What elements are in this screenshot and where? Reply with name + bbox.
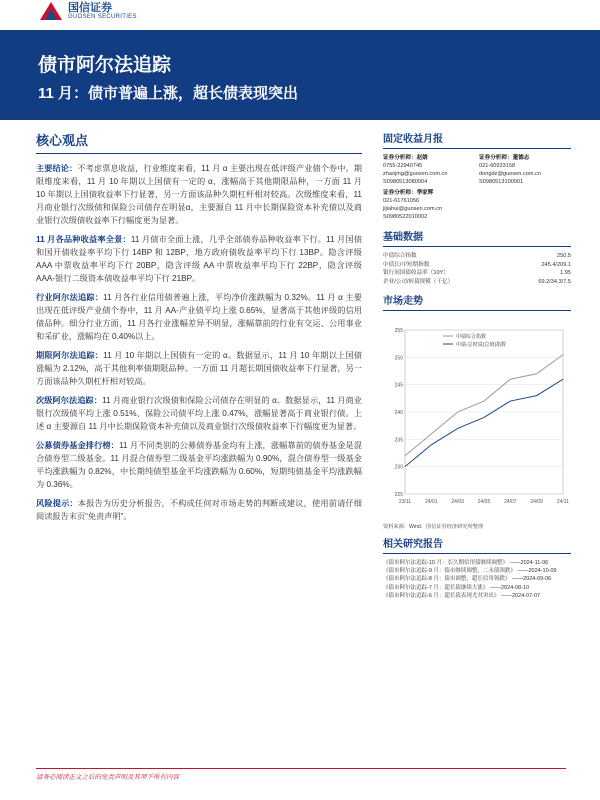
basic-data-label: 中债综合指数 <box>383 253 417 259</box>
paragraph-lead: 公募债券基金排行榜： <box>36 441 119 450</box>
paragraph-text: 11 月债市全面上涨，几乎全部债券品种收益率下行。11 月国债和国开债收益率平均下行 14BP 和 12BP，地方政府债收益率平均下行 13BP。隐含评级 AAA 中票收益率平均下行 20BP，隐含评级 AA 中票收益率平均下行 22BP，隐含评级 AAA-银行二级资本债收益率平均下行 21BP。 <box>36 235 362 283</box>
basic-data-value: 250.5 <box>557 253 571 259</box>
chart-svg <box>383 316 571 516</box>
paragraph-yield-overview <box>36 233 362 285</box>
analyst-phone: 0755-22940745 <box>383 163 423 169</box>
analyst-card <box>383 189 477 221</box>
market-trend-chart <box>383 316 571 521</box>
analyst-name: 董德志 <box>512 155 530 161</box>
basic-data-label: 中债长/中短期指数 <box>383 261 430 268</box>
y-tick-label: 250 <box>394 355 403 362</box>
y-tick-label: 225 <box>394 492 403 498</box>
analyst-cert: S0980513080004 <box>383 179 428 185</box>
x-tick-label: 24/11 <box>556 499 570 505</box>
paragraph-main-conclusion <box>36 162 362 227</box>
y-tick-label: 245 <box>394 382 403 389</box>
report-title: 债市阿尔法追踪 <box>38 55 172 76</box>
legend-label: 中债-总财富(总值)指数 <box>456 342 506 348</box>
basic-data-heading: 基础数据 <box>383 228 571 247</box>
analyst-role: 证券分析师： <box>383 190 417 196</box>
basic-data-label: 企业/公司/转债规模（千亿） <box>383 278 454 285</box>
analyst-cert: S0980522010002 <box>383 214 428 220</box>
basic-data-value: 1.95 <box>560 270 571 276</box>
related-report-link[interactable]: 《债市阿尔法追踪-6 月：超长债表现尤其突出》 ——2024-07-07 <box>383 592 541 599</box>
related-report-link[interactable]: 《债市阿尔法追踪-9 月：债市继续调整，二永债领跌》 ——2024-10-09 <box>383 568 557 575</box>
logo-icon <box>40 2 62 20</box>
company-logo <box>40 2 137 20</box>
paragraph-subordinate-alpha <box>36 394 362 433</box>
paragraph-text: 本报告为历史分析报告，不构成任何对市场走势的判断或建议，使用前请仔细阅读报告末页“免责声明”。 <box>36 499 362 521</box>
x-tick-label: 24/01 <box>425 499 438 505</box>
analyst-email[interactable]: dongdz@guosen.com.cn <box>479 171 541 177</box>
analyst-card <box>383 154 477 186</box>
basic-data-row <box>383 261 571 270</box>
paragraph-risk-warning <box>36 497 362 523</box>
y-tick-label: 255 <box>394 328 403 334</box>
series-line <box>405 379 563 466</box>
analyst-role: 证券分析师： <box>383 155 417 161</box>
paragraph-text: 11 月各行业信用债普遍上涨，平均净价涨跌幅为 0.32%。11 月 α 主要出现在低评级产业债个券中，11 月 AA-产业债平均上涨 0.65%，显著高于其他评级的信用债品种。细分行业方面，11 月各行业涨幅差异不明显，涨幅靠前的行业有交运、公用事业和采矿业，涨幅均在 0.40%以上。 <box>36 293 362 341</box>
paragraph-lead: 次级阿尔法追踪： <box>36 396 103 405</box>
basic-data-row <box>383 278 571 287</box>
x-tick-label: 24/09 <box>530 499 543 505</box>
core-views-section <box>36 130 362 529</box>
title-banner <box>0 30 600 120</box>
basic-data-row <box>383 252 571 261</box>
basic-data-value: 245.4/209.1 <box>541 261 571 268</box>
logo-subtitle: GUOSEN SECURITIES <box>68 13 137 20</box>
paragraph-lead: 主要结论： <box>36 164 78 173</box>
paragraph-text: 11 月不同类别的公募债券基金均有上涨，涨幅靠前的债券基金是混合债券型二级基金。11 月混合债券型二级基金平均涨跌幅为 0.90%，混合债券型一级基金平均涨跌幅为 0.82%，中长期纯债型基金平均涨跌幅为 0.60%，短期纯债基金平均涨跌幅为 0.36%。 <box>36 441 362 489</box>
header-bar <box>0 0 600 30</box>
related-reports-heading: 相关研究报告 <box>383 535 571 554</box>
analyst-list <box>383 154 571 224</box>
basic-data-label: 银行间国债收益率（10Y） <box>383 270 449 276</box>
disclaimer-footer: 请务必阅读正文之后的免责声明及其项下所有内容 <box>36 768 566 781</box>
paragraph-text: 11 月商业银行次级债和保险公司债存在明显的 α。数据显示，11 月商业银行次级债平均上涨 0.51%、保险公司债平均上涨 0.47%，涨幅显著高于商业银行债。上述 α 主要源自 11 月中长期保险资本补充债以及商业银行次级债收益率下行幅度更为显著。 <box>36 396 362 431</box>
basic-data-row <box>383 269 571 278</box>
report-subtitle: 11 月：债市普遍上涨，超长债表现突出 <box>38 85 299 102</box>
paragraph-lead: 11 月各品种收益率全景： <box>36 235 131 244</box>
analyst-email[interactable]: jijiahui@guosen.com.cn <box>383 206 443 212</box>
paragraph-industry-alpha <box>36 291 362 343</box>
related-reports-list <box>383 559 571 600</box>
paragraph-term-alpha <box>36 349 362 388</box>
basic-data-value: 69.2/34.3/7.5 <box>538 278 571 285</box>
basic-data-table <box>383 252 571 286</box>
paragraph-text: 11 月 10 年期以上国债有一定的 α。数据显示，11 月 10 年期以上国债涨幅为 2.12%，高于其他利率债期限品种。一方面 11 月超长期国债收益率下行显著，另一方面该品种久期杠杆相对较高。 <box>36 351 362 386</box>
related-report-link[interactable]: 《债市阿尔法追踪-10 月：长久期信用债继续调整》 ——2024-11-06 <box>383 560 549 566</box>
x-tick-label: 24/07 <box>504 499 517 505</box>
y-tick-label: 230 <box>394 464 403 471</box>
analyst-phone: 021-61761056 <box>383 198 420 204</box>
analyst-email[interactable]: zhaojing@guosen.com.cn <box>383 171 448 177</box>
analyst-card <box>479 154 573 186</box>
analyst-cert: S0980513100001 <box>479 179 524 185</box>
x-tick-label: 24/03 <box>451 499 464 505</box>
related-report-link[interactable]: 《债市阿尔法追踪-7 月：超长债继续大涨》 ——2024-08-10 <box>383 584 530 591</box>
related-report-link[interactable]: 《债市阿尔法追踪-8 月：债市调整，超长信用领跌》 ——2024-09-06 <box>383 576 552 583</box>
logo-name: 国信证券 <box>68 1 112 14</box>
analyst-role: 证券分析师： <box>479 155 513 161</box>
paragraph-lead: 行业阿尔法追踪： <box>36 293 104 302</box>
paragraph-fund-ranking <box>36 439 362 491</box>
analyst-name: 赵婧 <box>416 155 428 161</box>
paragraph-lead: 期限阿尔法追踪： <box>36 351 104 360</box>
chart-source: 资料来源：Wind、国信证券经济研究所整理 <box>383 524 484 530</box>
report-type-heading: 固定收益月报 <box>383 130 571 149</box>
y-tick-label: 240 <box>394 410 403 416</box>
analyst-name: 季家辉 <box>416 190 434 196</box>
sidebar <box>383 130 571 600</box>
market-trend-heading: 市场走势 <box>383 292 571 311</box>
legend-label: 中债综合指数 <box>456 334 487 340</box>
core-views-heading: 核心观点 <box>36 130 362 154</box>
analyst-phone: 021-60933158 <box>479 163 516 169</box>
y-tick-label: 235 <box>394 437 403 444</box>
series-line <box>405 355 563 456</box>
x-tick-label: 23/11 <box>398 499 412 505</box>
paragraph-lead: 风险提示： <box>36 499 78 508</box>
x-tick-label: 24/05 <box>477 499 491 505</box>
paragraph-text: 不考虑票息收益，行业维度来看，11 月 α 主要出现在低评级产业债个券中。期限维度来看，11 月 10 年期以上国债有一定的 α，涨幅高于其他期限品种，一方面 11 月 10 年期以上国债收益率下行显著，另一方面该品种久期杠杆相对较高。次级维度来看，11 月商业银行次级债和保险公司债存在明显α，主要源自 11 月中长期保险资本补充债以及商业银行次级债收益率下行幅度更为显著。 <box>36 164 362 225</box>
